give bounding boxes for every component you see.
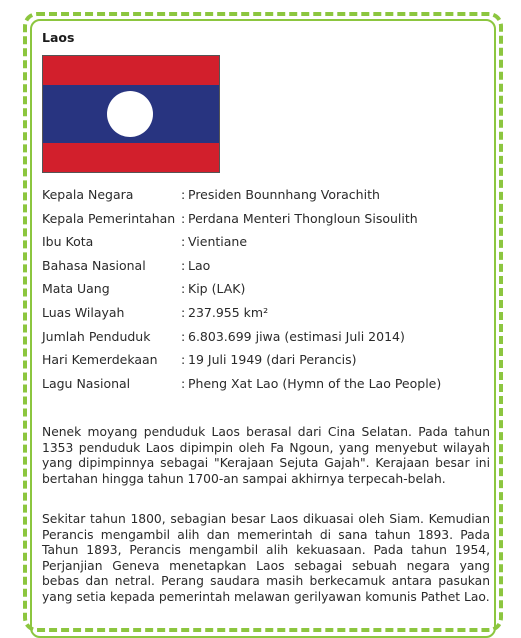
fact-colon: : [181, 234, 186, 250]
fact-label: Kepala Negara [42, 187, 134, 202]
fact-row [42, 256, 502, 280]
fact-colon: : [181, 210, 186, 226]
fact-row [42, 209, 502, 233]
history-paragraph-1: Nenek moyang penduduk Laos berasal dari Cina Selatan. Pada tahun 1353 penduduk Laos dipimpin oleh Fa Ngoun, yang menyebut wilayah yang dipimpinnya sebagai "Kerajaan Sejuta Gajah". Kerajaan besar ini bertahan hingga tahun 1700-an sampai akhirnya terpecah-belah. [42, 425, 490, 486]
fact-colon: : [181, 375, 186, 391]
fact-label: Mata Uang [42, 281, 110, 297]
fact-colon: : [181, 257, 186, 273]
fact-colon: : [181, 328, 186, 344]
fact-value: Lao [188, 257, 211, 273]
fact-value: Pheng Xat Lao (Hymn of the Lao People) [188, 375, 442, 391]
fact-value: 237.955 km² [188, 304, 269, 320]
fact-row [42, 303, 502, 327]
fact-row [42, 350, 502, 374]
fact-label: Luas Wilayah [42, 304, 125, 320]
fact-label: Lagu Nasional [42, 375, 131, 391]
fact-value: Presiden Bounnhang Vorachith [188, 187, 380, 202]
fact-value: 19 Juli 1949 (dari Perancis) [188, 352, 357, 368]
fact-row [42, 374, 502, 398]
fact-label: Bahasa Nasional [42, 257, 146, 273]
fact-value: Kip (LAK) [188, 281, 246, 297]
fact-row [42, 327, 502, 351]
flag-bottom-red-band [43, 143, 219, 172]
fact-row [42, 279, 502, 303]
fact-colon: : [181, 187, 186, 202]
fact-row [42, 185, 502, 209]
flag-white-circle [107, 91, 153, 137]
fact-colon: : [181, 352, 186, 368]
fact-colon: : [181, 304, 186, 320]
fact-row [42, 232, 502, 256]
fact-colon: : [181, 281, 186, 297]
fact-value: Perdana Menteri Thongloun Sisoulith [188, 210, 418, 226]
fact-label: Kepala Pemerintahan [42, 210, 176, 226]
fact-label: Jumlah Penduduk [42, 328, 151, 344]
facts-table [42, 185, 502, 397]
country-title: Laos [42, 30, 75, 45]
fact-value: 6.803.699 jiwa (estimasi Juli 2014) [188, 328, 405, 344]
flag-top-red-band [43, 56, 219, 85]
history-paragraph-2: Sekitar tahun 1800, sebagian besar Laos dikuasai oleh Siam. Kemudian Perancis mengambil alih dan memerintah di sana tahun 1893. Pada Tahun 1893, Perancis mengambil alih kekuasaan. Pada tahun 1954, Perjanjian Geneva menetapkan Laos sebagai sebuah negara yang bebas dan netral. Perang saudara masih berkecamuk antara pasukan yang setia kepada pemerintah melawan gerilyawan komunis Pathet Lao. [42, 512, 490, 604]
laos-flag-image [42, 55, 220, 173]
fact-value: Vientiane [188, 234, 248, 250]
fact-label: Hari Kemerdekaan [42, 352, 158, 368]
fact-label: Ibu Kota [42, 234, 94, 250]
